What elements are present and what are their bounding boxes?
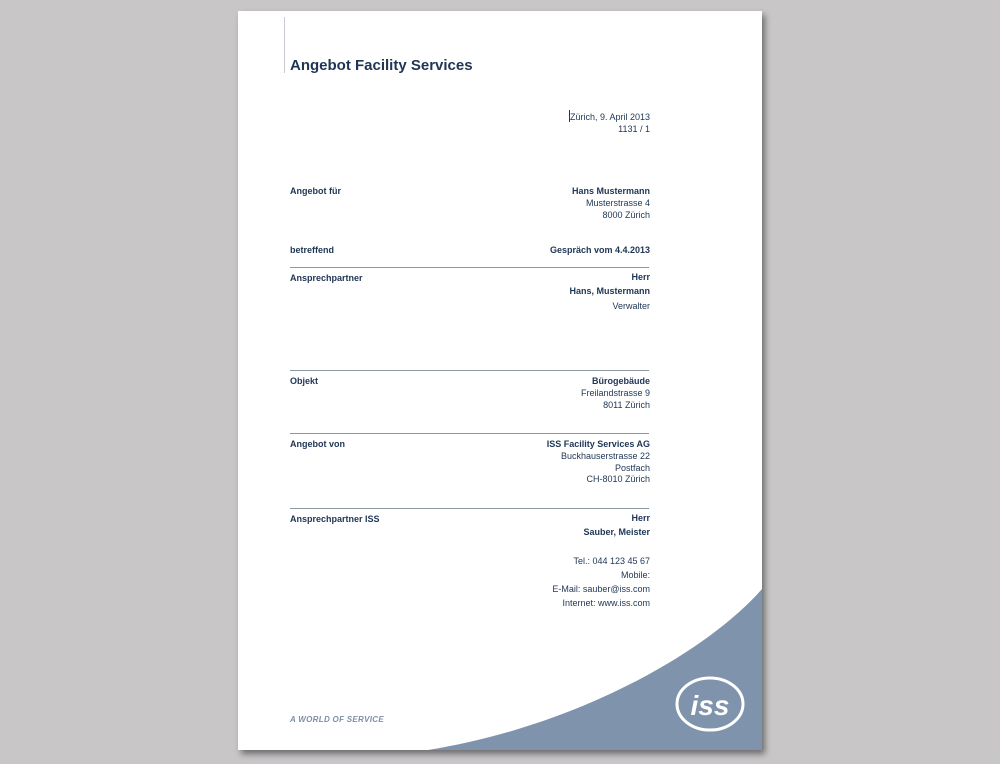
iss-contact-tel: Tel.: 044 123 45 67 xyxy=(573,556,650,566)
recipient-name: Hans Mustermann xyxy=(571,186,650,196)
recipient-city: 8000 Zürich xyxy=(602,210,650,220)
object-street: Freilandstrasse 9 xyxy=(580,388,650,398)
reference-number: 1131 / 1 xyxy=(618,124,650,134)
label-ansprechpartner: Ansprechpartner xyxy=(290,273,363,283)
label-objekt: Objekt xyxy=(290,376,319,386)
iss-contact-mobile: Mobile: xyxy=(620,570,650,580)
iss-contact-salutation: Herr xyxy=(631,513,650,523)
contact-role: Verwalter xyxy=(612,301,650,311)
sender-company: ISS Facility Services AG xyxy=(546,439,650,449)
svg-text:iss: iss xyxy=(690,690,730,721)
iss-contact-email: E-Mail: sauber@iss.com xyxy=(552,584,650,594)
label-angebot-fuer: Angebot für xyxy=(290,186,341,196)
iss-contact-internet: Internet: www.iss.com xyxy=(562,598,650,608)
company-slogan: A WORLD OF SERVICE xyxy=(290,715,384,724)
object-city: 8011 Zürich xyxy=(603,400,650,410)
label-angebot-von: Angebot von xyxy=(290,439,345,449)
footer-curve-graphic xyxy=(238,11,762,750)
sender-city: CH-8010 Zürich xyxy=(586,474,650,484)
iss-contact-name: Sauber, Meister xyxy=(583,527,650,537)
object-name: Bürogebäude xyxy=(591,376,650,386)
recipient-street: Musterstrasse 4 xyxy=(585,198,650,208)
contact-salutation: Herr xyxy=(631,272,650,282)
contact-name: Hans, Mustermann xyxy=(569,286,650,296)
label-betreffend: betreffend xyxy=(290,245,335,255)
date-line[interactable]: Zürich, 9. April 2013 xyxy=(569,112,650,122)
sender-street: Buckhauserstrasse 22 xyxy=(560,451,650,461)
document-page xyxy=(238,11,762,750)
sender-postbox: Postfach xyxy=(614,463,650,473)
subject-value: Gespräch vom 4.4.2013 xyxy=(549,245,650,255)
document-title: Angebot Facility Services xyxy=(290,57,473,74)
label-ansprechpartner-iss: Ansprechpartner ISS xyxy=(290,514,380,524)
